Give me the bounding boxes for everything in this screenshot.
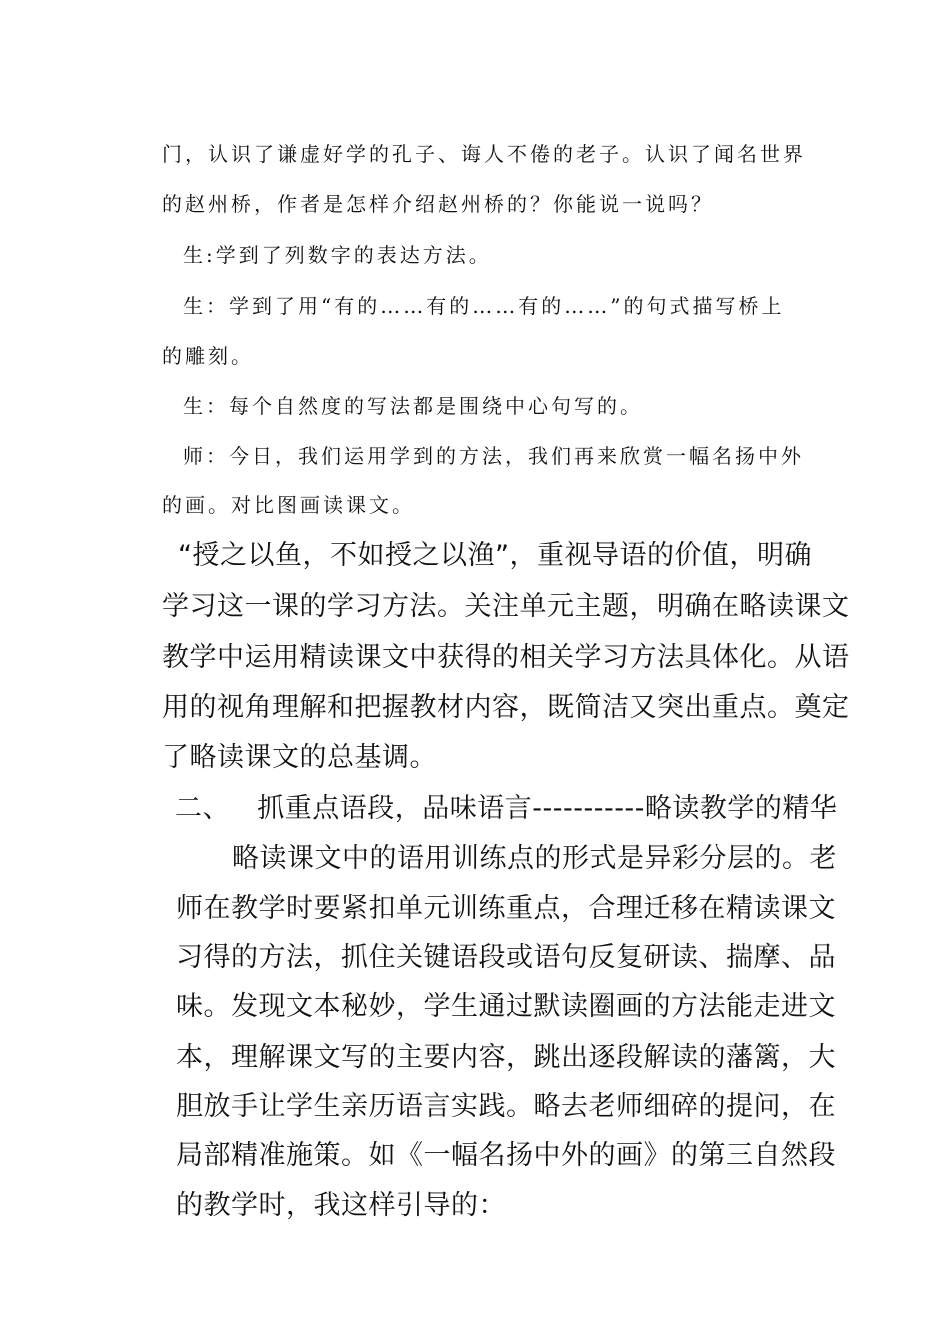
commentary-line-5: 了略读课文的总基调。 (162, 742, 437, 773)
dialogue-line-6: 生：每个自然度的写法都是围绕中心句写的。 (183, 394, 643, 418)
body-line-3: 习得的方法，抓住关键语段或语句反复研读、揣摩、品 (176, 942, 836, 973)
dialogue-line-4: 生：学到了用“有的……有的……有的……”的句式描写桥上 (183, 294, 785, 318)
dialogue-line-5: 的雕刻。 (162, 344, 254, 368)
commentary-line-3: 教学中运用精读课文中获得的相关学习方法具体化。从语 (162, 642, 850, 673)
body-line-2: 师在教学时要紧扣单元训练重点，合理迁移在精读课文 (176, 893, 836, 924)
commentary-line-4: 用的视角理解和把握教材内容，既简洁又突出重点。奠定 (162, 692, 850, 723)
dialogue-line-3: 生:学到了列数字的表达方法。 (183, 243, 492, 267)
body-line-1: 略读课文中的语用训练点的形式是异彩分层的。老 (232, 843, 837, 874)
dialogue-line-1: 门，认识了谦虚好学的孔子、诲人不倦的老子。认识了闻名世界 (162, 142, 806, 166)
body-line-5: 本，理解课文写的主要内容，跳出逐段解读的藩篱，大 (176, 1042, 836, 1073)
commentary-line-2: 学习这一课的学习方法。关注单元主题，明确在略读课文 (162, 591, 850, 622)
commentary-line-1: “授之以鱼，不如授之以渔”，重视导语的价值，明确 (178, 540, 812, 571)
body-line-6: 胆放手让学生亲历语言实践。略去老师细碎的提问，在 (176, 1091, 836, 1122)
dialogue-line-2: 的赵州桥，作者是怎样介绍赵州桥的？你能说一说吗？ (162, 192, 714, 216)
body-line-4: 味。发现文本秘妙，学生通过默读圈画的方法能走进文 (176, 991, 836, 1022)
section-heading: 二、 抓重点语段，品味语言-----------略读教学的精华 (175, 793, 838, 824)
dialogue-line-8: 的画。对比图画读课文。 (162, 493, 415, 517)
body-line-8: 的教学时，我这样引导的： (176, 1190, 506, 1221)
dialogue-line-7: 师：今日，我们运用学到的方法，我们再来欣赏一幅名扬中外 (183, 444, 804, 468)
body-line-7: 局部精准施策。如《一幅名扬中外的画》的第三自然段 (176, 1140, 836, 1171)
